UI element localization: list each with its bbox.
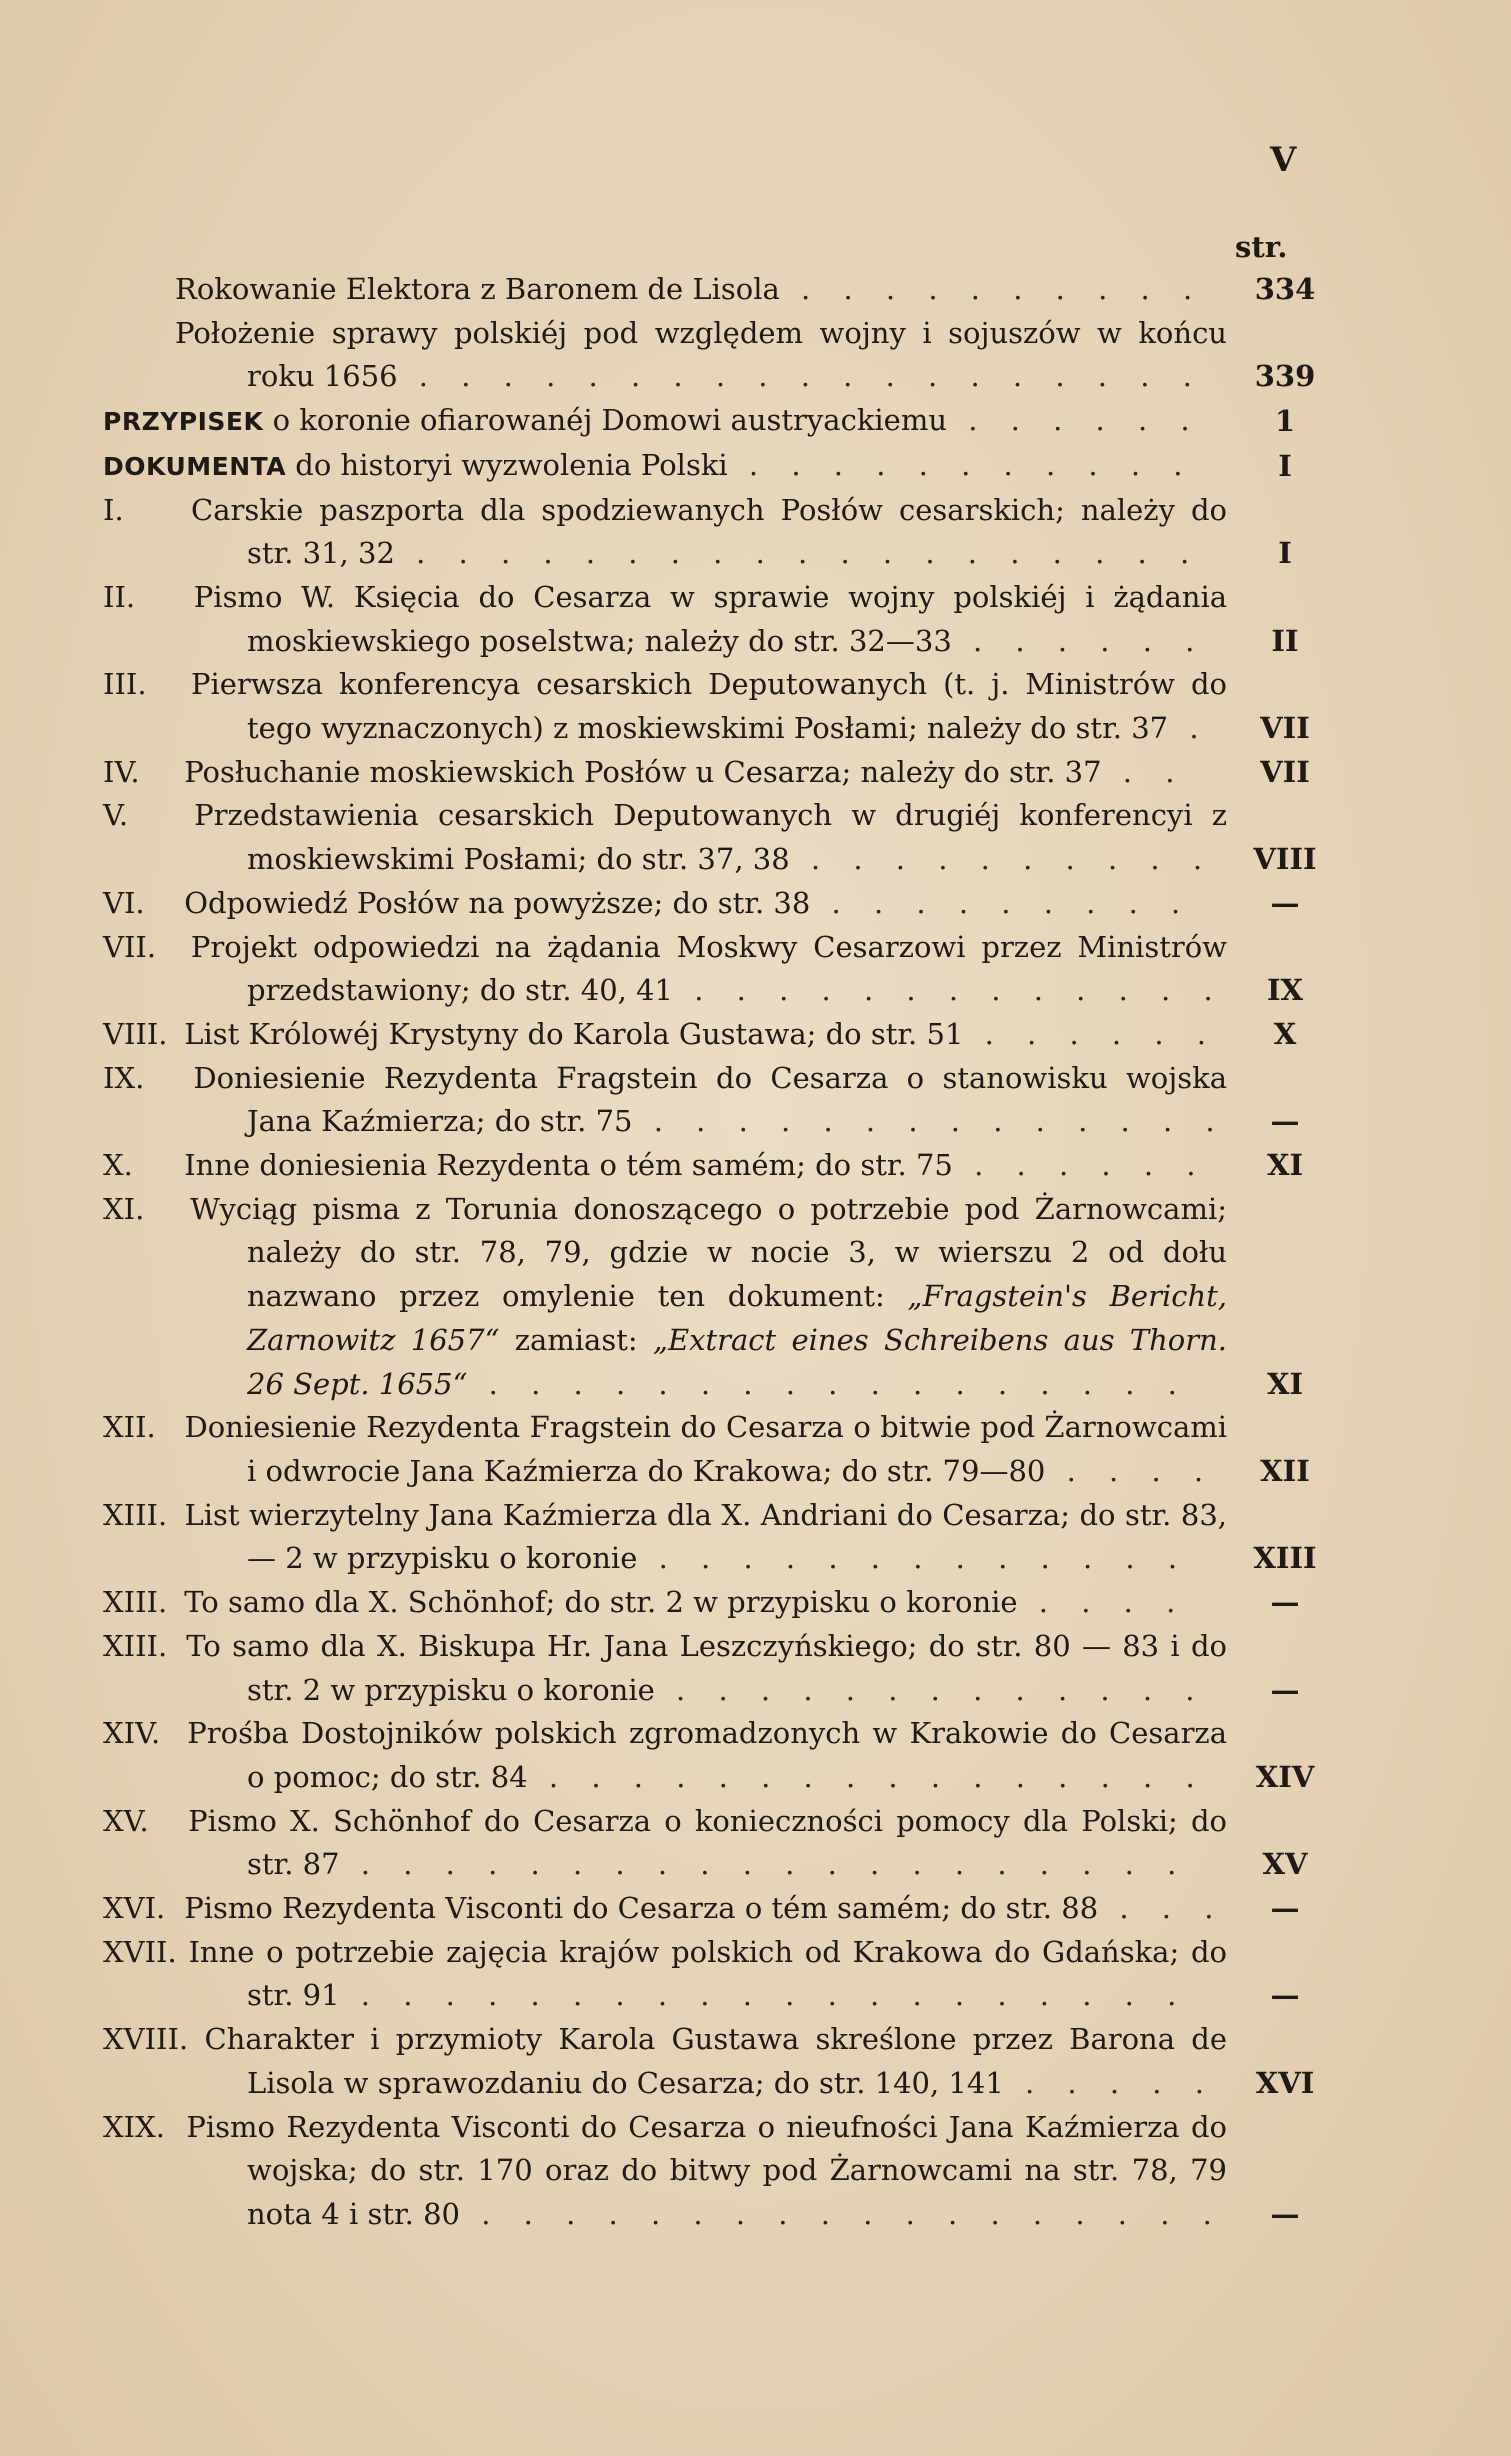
toc-entry-title: Inne doniesienia Rezydenta o tém samém; do str. 75 <box>184 1148 953 1183</box>
dot-leader: . . . . . . . . . . <box>779 272 1205 306</box>
toc-entry-title: Posłuchanie moskiewskich Posłów u Cesarza; należy do str. 37 <box>184 754 1102 789</box>
dot-leader: . . <box>1101 754 1187 789</box>
toc-entry <box>103 576 1325 663</box>
toc-entry-page: IX <box>1266 973 1304 1008</box>
toc-entry-text: IV. Posłuchanie moskiewskich Posłów u Cesarza; należy do str. 37 . . <box>103 754 1187 789</box>
toc-entry-page: I <box>1278 536 1292 571</box>
dot-leader: . . . . . . . . . . . . . . . . . . . . <box>339 1847 1189 1882</box>
dot-leader: . . . . . <box>1003 2065 1216 2100</box>
dot-leader: . . . . . . . . . . . . . . . . . . . <box>397 359 1204 394</box>
toc-entry-page: — <box>1270 1891 1300 1926</box>
toc-entry-title: Rokowanie Elektora z Baronem de Lisola <box>175 272 780 306</box>
dot-leader: . . . . . . <box>952 1148 1208 1183</box>
toc-entry-text: XIII. To samo dla X. Schönhof; do str. 2 w przypisku o koronie . . . . <box>103 1585 1188 1620</box>
toc-entry-title: Pismo X. Schönhof do Cesarza o konieczności pomocy dla Polski; do str. 87 <box>188 1803 1227 1882</box>
toc-entry <box>103 2018 1325 2105</box>
toc-entry-title: o koronie ofiarowanéj Domowi austryackiemu <box>272 403 948 438</box>
toc-entry <box>103 663 1325 750</box>
toc-entry <box>103 1494 1325 1581</box>
toc-entry-page: X <box>1273 1016 1297 1051</box>
toc-entry-title: Prośba Dostojników polskich zgromadzonych w Krakowie do Cesarza o pomoc; do str. 84 <box>187 1716 1227 1794</box>
toc-entry-title: Charakter i przymioty Karola Gustawa skreślone przez Barona de Lisola w sprawozdaniu do Cesarza; do str. 140, 141 <box>204 2022 1228 2100</box>
toc-entry-text: V. Przedstawienia cesarskich Deputowanych w drugiéj konferencyi z moskiewskimi Posłami; do str. 37, 38 . . . . . . . . . . <box>103 798 1228 877</box>
toc-entry-title: Doniesienie Rezydenta Fragstein do Cesarza o bitwie pod Żarnowcami i odwrocie Jana Kaźmierza do Krakowa; do str. 79—80 <box>184 1410 1228 1488</box>
toc-entry-text <box>103 399 1227 444</box>
toc-entry-text: III. Pierwsza konferencya cesarskich Deputowanych (t. j. Ministrów do tego wyznaczonych) z moskiewskimi Posłami; należy do str. 37 . <box>103 667 1227 746</box>
toc-entry-title: Położenie sprawy polskiéj pod względem wojny i sojuszów w końcu roku 1656 <box>175 315 1227 394</box>
toc-entry <box>103 1406 1325 1493</box>
toc-entry-page: VII <box>1260 711 1310 746</box>
toc-entry <box>103 751 1325 795</box>
toc-entry <box>103 1057 1325 1144</box>
toc-entry-page: — <box>1270 2196 1300 2231</box>
toc-entry-page: — <box>1270 1585 1300 1620</box>
toc-entry-text: VI. Odpowiedź Posłów na powyższe; do str. 38 . . . . . . . . . <box>103 885 1193 920</box>
toc-entry-number: DOKUMENTA <box>103 451 287 481</box>
toc-entry-page: XI <box>1266 1366 1304 1401</box>
toc-entry <box>103 882 1325 926</box>
table-of-contents <box>103 268 1325 2237</box>
toc-entry-title: To samo dla X. Schönhof; do str. 2 w przypisku o koronie <box>184 1585 1018 1620</box>
toc-entry-title: Odpowiedź Posłów na powyższe; do str. 38 <box>184 885 811 920</box>
toc-entry <box>175 312 1325 399</box>
toc-entry-citation: „Fragstein's Bericht, Zarnowitz 1657“ <box>247 1279 1228 1357</box>
dot-leader: . . . . <box>1045 1453 1216 1488</box>
toc-entry-text: XV. Pismo X. Schönhof do Cesarza o konieczności pomocy dla Polski; do str. 87 . . . . . . . . . . . . . . . . . . . . <box>103 1803 1227 1882</box>
toc-entry-text <box>175 268 1227 312</box>
toc-entry <box>103 1013 1325 1057</box>
toc-entry-page: I <box>1278 448 1292 483</box>
toc-entry-text: I. Carskie paszporta dla spodziewanych Posłów cesarskich; należy do str. 31, 32 . . . . . . . . . . . . . . . . . . . <box>103 492 1227 571</box>
toc-entry-page: XVI <box>1255 2065 1315 2100</box>
dot-leader: . . . . . . . . . . . . . <box>637 1541 1190 1576</box>
dot-leader: . . . . . . . . . . . . . . . . . . . <box>394 536 1202 571</box>
toc-entry-text: IX. Doniesienie Rezydenta Fragstein do Cesarza o stanowisku wojska Jana Kaźmierza; do str. 75 . . . . . . . . . . . . . . <box>103 1060 1227 1139</box>
toc-entry-text <box>103 1931 1227 2018</box>
toc-entry-title: Pismo Rezydenta Visconti do Cesarza o nieufności Jana Kaźmierza do wojska; do str. 170 oraz do bitwy pod Żarnowcami na str. 78, 79 nota 4 i str. 80 <box>186 2109 1228 2231</box>
dot-leader: . . . . . . . . . . . . . <box>673 973 1225 1008</box>
toc-entry-citation: „Extract eines Schreibens aus Thorn. 26 Sept. 1655“ <box>247 1322 1227 1401</box>
toc-entry-title: To samo dla X. Biskupa Hr. Jana Leszczyńskiego; do str. 80 — 83 i do str. 2 w przypisku o koronie <box>186 1628 1228 1707</box>
toc-entry-page: XIV <box>1255 1759 1315 1794</box>
toc-entry-text: XVI. Pismo Rezydenta Visconti do Cesarza o tém samém; do str. 88 . . . <box>103 1891 1226 1926</box>
toc-entry <box>103 1931 1325 2018</box>
toc-entry-title: List wierzytelny Jana Kaźmierza dla X. Andriani do Cesarza; do str. 83,— 2 w przypisku o koronie <box>184 1497 1227 1576</box>
toc-entry-number: XVII. <box>103 1934 177 1969</box>
toc-entry-text <box>103 2018 1228 2105</box>
toc-entry <box>103 794 1325 881</box>
toc-entry-text: XII. Doniesienie Rezydenta Fragstein do Cesarza o bitwie pod Żarnowcami i odwrocie Jana Kaźmierza do Krakowa; do str. 79—80 . . . . <box>103 1410 1228 1488</box>
dot-leader: . . . . . . . . . . . . . . . . . . <box>460 2196 1224 2231</box>
toc-entry <box>103 2106 1325 2237</box>
toc-entry-page: 1 <box>1274 404 1296 439</box>
toc-entry-page: VIII <box>1253 842 1317 877</box>
toc-entry <box>103 444 1325 489</box>
toc-entry <box>103 399 1325 444</box>
toc-entry-number: PRZYPISEK <box>103 407 264 437</box>
toc-entry-page: XV <box>1262 1847 1308 1882</box>
dot-leader: . . . . <box>1017 1585 1188 1620</box>
toc-entry <box>103 1144 1325 1188</box>
toc-entry-title: Inne o potrzebie zajęcia krajów polskich od Krakowa do Gdańska; do str. 91 <box>188 1934 1227 2013</box>
dot-leader: . <box>1168 711 1211 746</box>
toc-entry <box>103 1625 1325 1712</box>
toc-entry-text: X. Inne doniesienia Rezydenta o tém samém; do str. 75 . . . . . . <box>103 1148 1208 1183</box>
toc-entry-text: XIV. Prośba Dostojników polskich zgromadzonych w Krakowie do Cesarza o pomoc; do str. 84 . . . . . . . . . . . . . . . . <box>103 1716 1227 1794</box>
toc-entry <box>103 1712 1325 1799</box>
dot-leader: . . . . . . <box>963 1016 1219 1051</box>
toc-entry-page: XI <box>1266 1148 1304 1183</box>
toc-entry-page: XII <box>1260 1453 1310 1488</box>
toc-entry-page: — <box>1270 1978 1300 2013</box>
toc-entry-title: Pismo W. Księcia do Cesarza w sprawie wojny polskiéj i żądania moskiewskiego poselstwa; należy do str. 32—33 <box>193 579 1228 658</box>
toc-entry <box>103 489 1325 576</box>
toc-entry-page: II <box>1271 623 1299 658</box>
toc-entry-text: VIII. List Królowéj Krystyny do Karola Gustawa; do str. 51 . . . . . . <box>103 1016 1219 1051</box>
toc-entry-text: XIX. Pismo Rezydenta Visconti do Cesarza o nieufności Jana Kaźmierza do wojska; do str. 170 oraz do bitwy pod Żarnowcami na str. 78, 79 nota 4 i str. 80 . . . . . . . . . . . . . . . . . . <box>103 2109 1228 2231</box>
toc-entry-title: Carskie paszporta dla spodziewanych Posłów cesarskich; należy do str. 31, 32 <box>191 492 1227 571</box>
toc-entry-page: — <box>1270 1672 1300 1707</box>
dot-leader: . . . . . . . . . . <box>789 842 1215 877</box>
toc-entry <box>175 268 1325 312</box>
dot-leader: . . . . . . <box>947 403 1202 438</box>
toc-entry-page: 339 <box>1254 359 1316 394</box>
toc-entry-connector: zamiast: <box>514 1322 638 1357</box>
toc-entry-title: Doniesienie Rezydenta Fragstein do Cesarza o stanowisku wojska Jana Kaźmierza; do str. 75 <box>193 1060 1227 1139</box>
toc-entry-title: Przedstawienia cesarskich Deputowanych w drugiéj konferencyi z moskiewskimi Posłami; do str. 37, 38 <box>194 798 1228 877</box>
toc-entry-page: — <box>1270 1104 1300 1139</box>
toc-entry-page: — <box>1270 885 1300 920</box>
toc-entry <box>103 1800 1325 1887</box>
dot-leader: . . . <box>1098 1891 1226 1926</box>
toc-entry-text: VII. Projekt odpowiedzi na żądania Moskwy Cesarzowi przez Ministrów przedstawiony; do str. 40, 41 . . . . . . . . . . . . . <box>103 929 1227 1008</box>
toc-entry <box>103 1887 1325 1931</box>
toc-entry-title: Pierwsza konferencya cesarskich Deputowanych (t. j. Ministrów do tego wyznaczonych) z moskiewskimi Posłami; należy do str. 37 <box>190 667 1227 746</box>
toc-entry <box>103 926 1325 1013</box>
dot-leader: . . . . . . . . . . . . . <box>654 1672 1207 1707</box>
dot-leader: . . . . . . . . . <box>810 885 1193 920</box>
dot-leader: . . . . . . <box>951 623 1207 658</box>
toc-entry-text: II. Pismo W. Księcia do Cesarza w sprawie wojny polskiéj i żądania moskiewskiego poselstwa; należy do str. 32—33 . . . . . . <box>103 579 1228 658</box>
toc-entry-text: XI. Wyciąg pisma z Torunia donoszącego o potrzebie pod Żarnowcami; należy do str. 78, 79, gdzie w nocie 3, w wierszu 2 od dołu nazwano przez omylenie ten dokument: „Fragstein's Bericht, Zarnowitz 1657“ zamiast: „Extract eines Schreibens aus Thorn. 26 Sept. 1655“ . . . . . . . . . . . . . . . . . <box>103 1191 1228 1401</box>
dot-leader: . . . . . . . . . . . . . . <box>632 1104 1227 1139</box>
dot-leader: . . . . . . . . . . . . . . . . . <box>467 1366 1189 1401</box>
toc-entry-title: do historyi wyzwolenia Polski <box>295 447 728 482</box>
dot-leader: . . . . . . . . . . . . . . . . . . . . <box>339 1978 1189 2013</box>
toc-entry-title: List Królowéj Krystyny do Karola Gustawa; do str. 51 <box>184 1016 964 1051</box>
toc-entry-text: XIII. To samo dla X. Biskupa Hr. Jana Leszczyńskiego; do str. 80 — 83 i do str. 2 w przypisku o koronie . . . . . . . . . . . . . <box>103 1628 1228 1707</box>
toc-entry <box>103 1188 1325 1407</box>
toc-entry-title: Pismo Rezydenta Visconti do Cesarza o tém samém; do str. 88 <box>184 1891 1099 1926</box>
dot-leader: . . . . . . . . . . . <box>727 447 1195 482</box>
toc-entry-text <box>103 444 1227 489</box>
toc-entry-page: VII <box>1260 754 1310 789</box>
toc-entry-title: Projekt odpowiedzi na żądania Moskwy Cesarzowi przez Ministrów przedstawiony; do str. 40, 41 <box>190 929 1227 1008</box>
toc-entry-text <box>175 312 1227 399</box>
toc-entry-page: XIII <box>1253 1541 1317 1576</box>
page-column-header: str. <box>1235 230 1288 264</box>
toc-entry-title: Wyciąg pisma z Torunia donoszącego o potrzebie pod Żarnowcami; należy do str. 78, 79, gdzie w nocie 3, w wierszu 2 od dołu nazwano przez omylenie ten dokument: <box>190 1191 1228 1314</box>
toc-entry <box>103 1581 1325 1625</box>
toc-entry-text: XIII. List wierzytelny Jana Kaźmierza dla X. Andriani do Cesarza; do str. 83,— 2 w przypisku o koronie . . . . . . . . . . . . . <box>103 1497 1227 1576</box>
toc-entry-page: 334 <box>1254 272 1316 306</box>
page-number: V <box>1270 140 1297 180</box>
toc-entry-number: XVIII. <box>103 2022 189 2057</box>
dot-leader: . . . . . . . . . . . . . . . . <box>527 1759 1207 1794</box>
